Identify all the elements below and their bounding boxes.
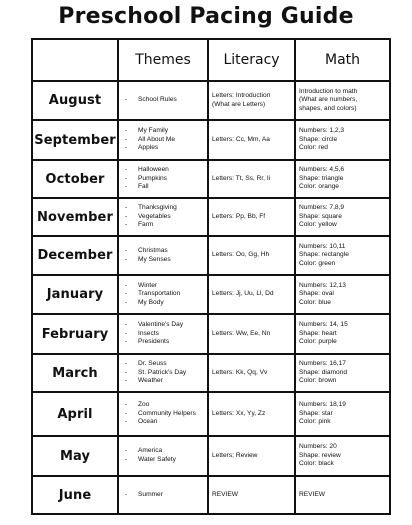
math-cell xyxy=(295,392,390,436)
math-line: Color: red xyxy=(299,144,328,152)
math-line: Numbers: 1,2,3 xyxy=(299,127,345,135)
theme-item: - Vegetables xyxy=(125,213,205,222)
header-themes: Themes xyxy=(118,39,208,81)
literacy-line: Letters: Oo, Gg, Hh xyxy=(212,251,270,259)
math-line: Numbers: 18,19 xyxy=(299,401,346,409)
themes-cell xyxy=(118,236,208,275)
theme-item: - Valentine's Day xyxy=(125,321,205,330)
math-line: Shape: heart xyxy=(299,329,337,337)
math-cell xyxy=(295,476,390,514)
math-line: Color: green xyxy=(299,259,336,267)
literacy-cell xyxy=(208,436,295,476)
theme-item: - Pumpkins xyxy=(125,175,205,184)
theme-item: - Water Safety xyxy=(125,456,205,465)
theme-item: - Dr. Seuss xyxy=(125,360,205,369)
table-row xyxy=(32,120,390,160)
math-line: Numbers: 20 xyxy=(299,443,337,451)
month-cell: February xyxy=(32,314,118,354)
math-cell xyxy=(295,314,390,354)
literacy-line: Letters; Review xyxy=(212,451,258,459)
theme-item: - My Body xyxy=(125,299,205,308)
math-line: Shape: rectangle xyxy=(299,251,349,259)
table-row xyxy=(32,81,390,120)
math-line: Numbers: 14, 15 xyxy=(299,321,348,329)
math-line: Numbers: 12,13 xyxy=(299,281,346,289)
math-line: Color: pink xyxy=(299,418,331,426)
table-row xyxy=(32,314,390,354)
themes-list xyxy=(122,166,205,192)
theme-item: - America xyxy=(125,447,205,456)
table-row xyxy=(32,275,390,314)
literacy-line: Letters: Xx, Yy, Zz xyxy=(212,409,266,417)
theme-item: - Community Helpers xyxy=(125,410,205,419)
theme-item: - Insects xyxy=(125,330,205,339)
literacy-cell xyxy=(208,160,295,198)
math-line: Numbers: 4,5,6 xyxy=(299,166,345,174)
math-line: Color: brown xyxy=(299,377,337,385)
literacy-line: Letters: Introduction xyxy=(212,91,271,99)
theme-item: - Summer xyxy=(125,491,205,500)
themes-list xyxy=(122,96,205,105)
math-cell xyxy=(295,236,390,275)
theme-item: - Winter xyxy=(125,282,205,291)
theme-item: - Ocean xyxy=(125,418,205,427)
theme-item: - All About Me xyxy=(125,136,205,145)
themes-cell xyxy=(118,198,208,236)
literacy-line: Letters: Kk, Qq, Vv xyxy=(212,368,268,376)
themes-cell xyxy=(118,436,208,476)
math-cell xyxy=(295,275,390,314)
math-line: Color: black xyxy=(299,460,334,468)
math-cell xyxy=(295,198,390,236)
literacy-cell xyxy=(208,81,295,120)
theme-item: - Halloween xyxy=(125,166,205,175)
literacy-cell xyxy=(208,120,295,160)
month-cell: November xyxy=(32,198,118,236)
header-row xyxy=(32,39,390,81)
month-cell: January xyxy=(32,275,118,314)
math-line: Color: purple xyxy=(299,338,337,346)
theme-item: - Apples xyxy=(125,144,205,153)
themes-cell xyxy=(118,354,208,392)
math-cell xyxy=(295,160,390,198)
math-line: Shape: diamond xyxy=(299,368,348,376)
literacy-cell xyxy=(208,354,295,392)
themes-list xyxy=(122,360,205,386)
table-row xyxy=(32,236,390,275)
themes-cell xyxy=(118,275,208,314)
math-line: Shape: triangle xyxy=(299,174,344,182)
themes-list xyxy=(122,247,205,264)
math-line: Shape: oval xyxy=(299,290,334,298)
themes-cell xyxy=(118,392,208,436)
math-line: Shape: review xyxy=(299,451,341,459)
theme-item: - Presidents xyxy=(125,338,205,347)
month-cell: April xyxy=(32,392,118,436)
themes-cell xyxy=(118,314,208,354)
math-cell xyxy=(295,354,390,392)
themes-list xyxy=(122,282,205,308)
math-cell xyxy=(295,120,390,160)
table-row xyxy=(32,392,390,436)
month-cell: May xyxy=(32,436,118,476)
math-line: Color: orange xyxy=(299,183,339,191)
theme-item: - Fall xyxy=(125,183,205,192)
literacy-line: Letters: Tt, Ss, Rr, Ii xyxy=(212,174,271,182)
month-cell: June xyxy=(32,476,118,514)
literacy-line: Letters: Pp, Bb, Ff xyxy=(212,212,266,220)
theme-item: - Thanksgiving xyxy=(125,204,205,213)
themes-list xyxy=(122,447,205,464)
table-row xyxy=(32,436,390,476)
math-line: Numbers: 10,11 xyxy=(299,242,346,250)
literacy-line: Letters: Ww, Ee, Nn xyxy=(212,329,271,337)
month-cell: October xyxy=(32,160,118,198)
literacy-cell xyxy=(208,476,295,514)
themes-cell xyxy=(118,120,208,160)
math-line: Shape: square xyxy=(299,212,342,220)
theme-item: - Christmas xyxy=(125,247,205,256)
literacy-cell xyxy=(208,314,295,354)
literacy-cell xyxy=(208,236,295,275)
literacy-cell xyxy=(208,275,295,314)
math-line: Introduction to math xyxy=(299,87,358,95)
themes-list xyxy=(122,321,205,347)
theme-item: - My Family xyxy=(125,127,205,136)
page-title: Preschool Pacing Guide xyxy=(58,4,354,29)
theme-item: - Weather xyxy=(125,377,205,386)
math-line: Shape: circle xyxy=(299,135,338,143)
literacy-line: REVIEW xyxy=(212,490,239,498)
themes-list xyxy=(122,127,205,153)
table-row xyxy=(32,354,390,392)
themes-list xyxy=(122,401,205,427)
math-line: Numbers: 7,8,9 xyxy=(299,204,345,212)
header-blank xyxy=(32,39,118,81)
themes-cell xyxy=(118,160,208,198)
math-line: Color: yellow xyxy=(299,221,337,229)
themes-cell xyxy=(118,81,208,120)
literacy-cell xyxy=(208,392,295,436)
literacy-line: Letters: Jj, Uu, Ll, Dd xyxy=(212,290,274,298)
themes-list xyxy=(122,491,205,500)
theme-item: - Transportation xyxy=(125,290,205,299)
theme-item: - Zoo xyxy=(125,401,205,410)
math-cell xyxy=(295,81,390,120)
month-cell: September xyxy=(32,120,118,160)
math-line: (What are numbers, xyxy=(299,96,358,104)
table-row xyxy=(32,198,390,236)
pacing-guide-table xyxy=(31,38,391,515)
theme-item: - Farm xyxy=(125,221,205,230)
table-row xyxy=(32,160,390,198)
math-line: Numbers: 16,17 xyxy=(299,360,346,368)
math-line: Shape: star xyxy=(299,409,333,417)
math-line: REVIEW xyxy=(299,490,326,498)
table-body xyxy=(32,81,390,514)
theme-item: - School Rules xyxy=(125,96,205,105)
theme-item: - My Senses xyxy=(125,256,205,265)
table-row xyxy=(32,476,390,514)
header-math: Math xyxy=(295,39,390,81)
math-cell xyxy=(295,436,390,476)
literacy-line: (What are Letters) xyxy=(212,100,266,108)
literacy-cell xyxy=(208,198,295,236)
math-line: Color: blue xyxy=(299,298,331,306)
themes-list xyxy=(122,204,205,230)
header-literacy: Literacy xyxy=(208,39,295,81)
theme-item: - St. Patrick's Day xyxy=(125,369,205,378)
math-line: shapes, and colors) xyxy=(299,104,357,112)
themes-cell xyxy=(118,476,208,514)
month-cell: December xyxy=(32,236,118,275)
month-cell: August xyxy=(32,81,118,120)
month-cell: March xyxy=(32,354,118,392)
literacy-line: Letters: Cc, Mm, Aa xyxy=(212,135,270,143)
